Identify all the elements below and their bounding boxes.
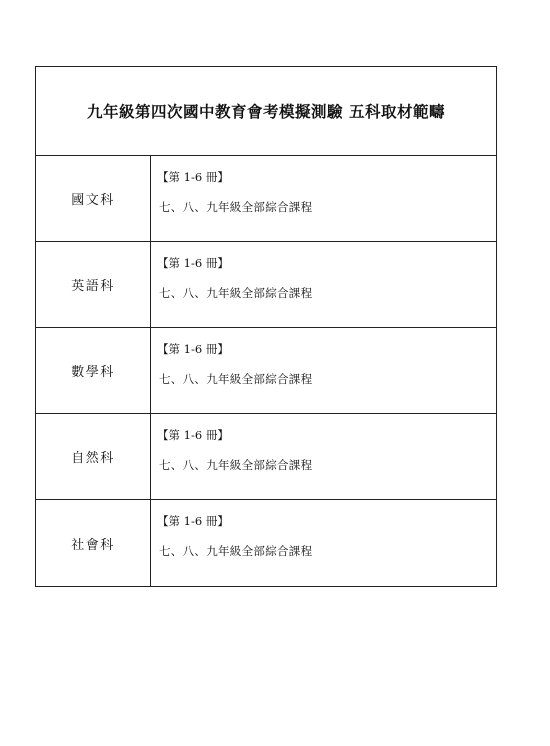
- subject-name-english: 英語科: [36, 242, 151, 327]
- volume-range: 【第 1-6 冊】: [157, 514, 229, 528]
- volume-range: 【第 1-6 冊】: [157, 170, 229, 184]
- table-row: [36, 414, 496, 500]
- subject-content: [151, 414, 496, 499]
- page-title: 九年級第四次國中教育會考模擬測驗 五科取材範疇: [36, 67, 496, 156]
- scope-table: [35, 66, 497, 587]
- scope-description: 七、八、九年級全部綜合課程: [159, 200, 313, 214]
- subject-name-math: 數學科: [36, 328, 151, 413]
- table-row: [36, 500, 496, 586]
- table-row: [36, 328, 496, 414]
- subject-content: [151, 328, 496, 413]
- subject-name-chinese: 國文科: [36, 156, 151, 241]
- subject-name-science: 自然科: [36, 414, 151, 499]
- subject-content: [151, 156, 496, 241]
- volume-range: 【第 1-6 冊】: [157, 256, 229, 270]
- scope-description: 七、八、九年級全部綜合課程: [159, 286, 313, 300]
- subject-content: [151, 242, 496, 327]
- subject-content: [151, 500, 496, 586]
- scope-description: 七、八、九年級全部綜合課程: [159, 544, 313, 558]
- table-row: [36, 242, 496, 328]
- scope-description: 七、八、九年級全部綜合課程: [159, 372, 313, 386]
- table-row: [36, 156, 496, 242]
- scope-description: 七、八、九年級全部綜合課程: [159, 458, 313, 472]
- volume-range: 【第 1-6 冊】: [157, 428, 229, 442]
- volume-range: 【第 1-6 冊】: [157, 342, 229, 356]
- subject-name-social-studies: 社會科: [36, 500, 151, 586]
